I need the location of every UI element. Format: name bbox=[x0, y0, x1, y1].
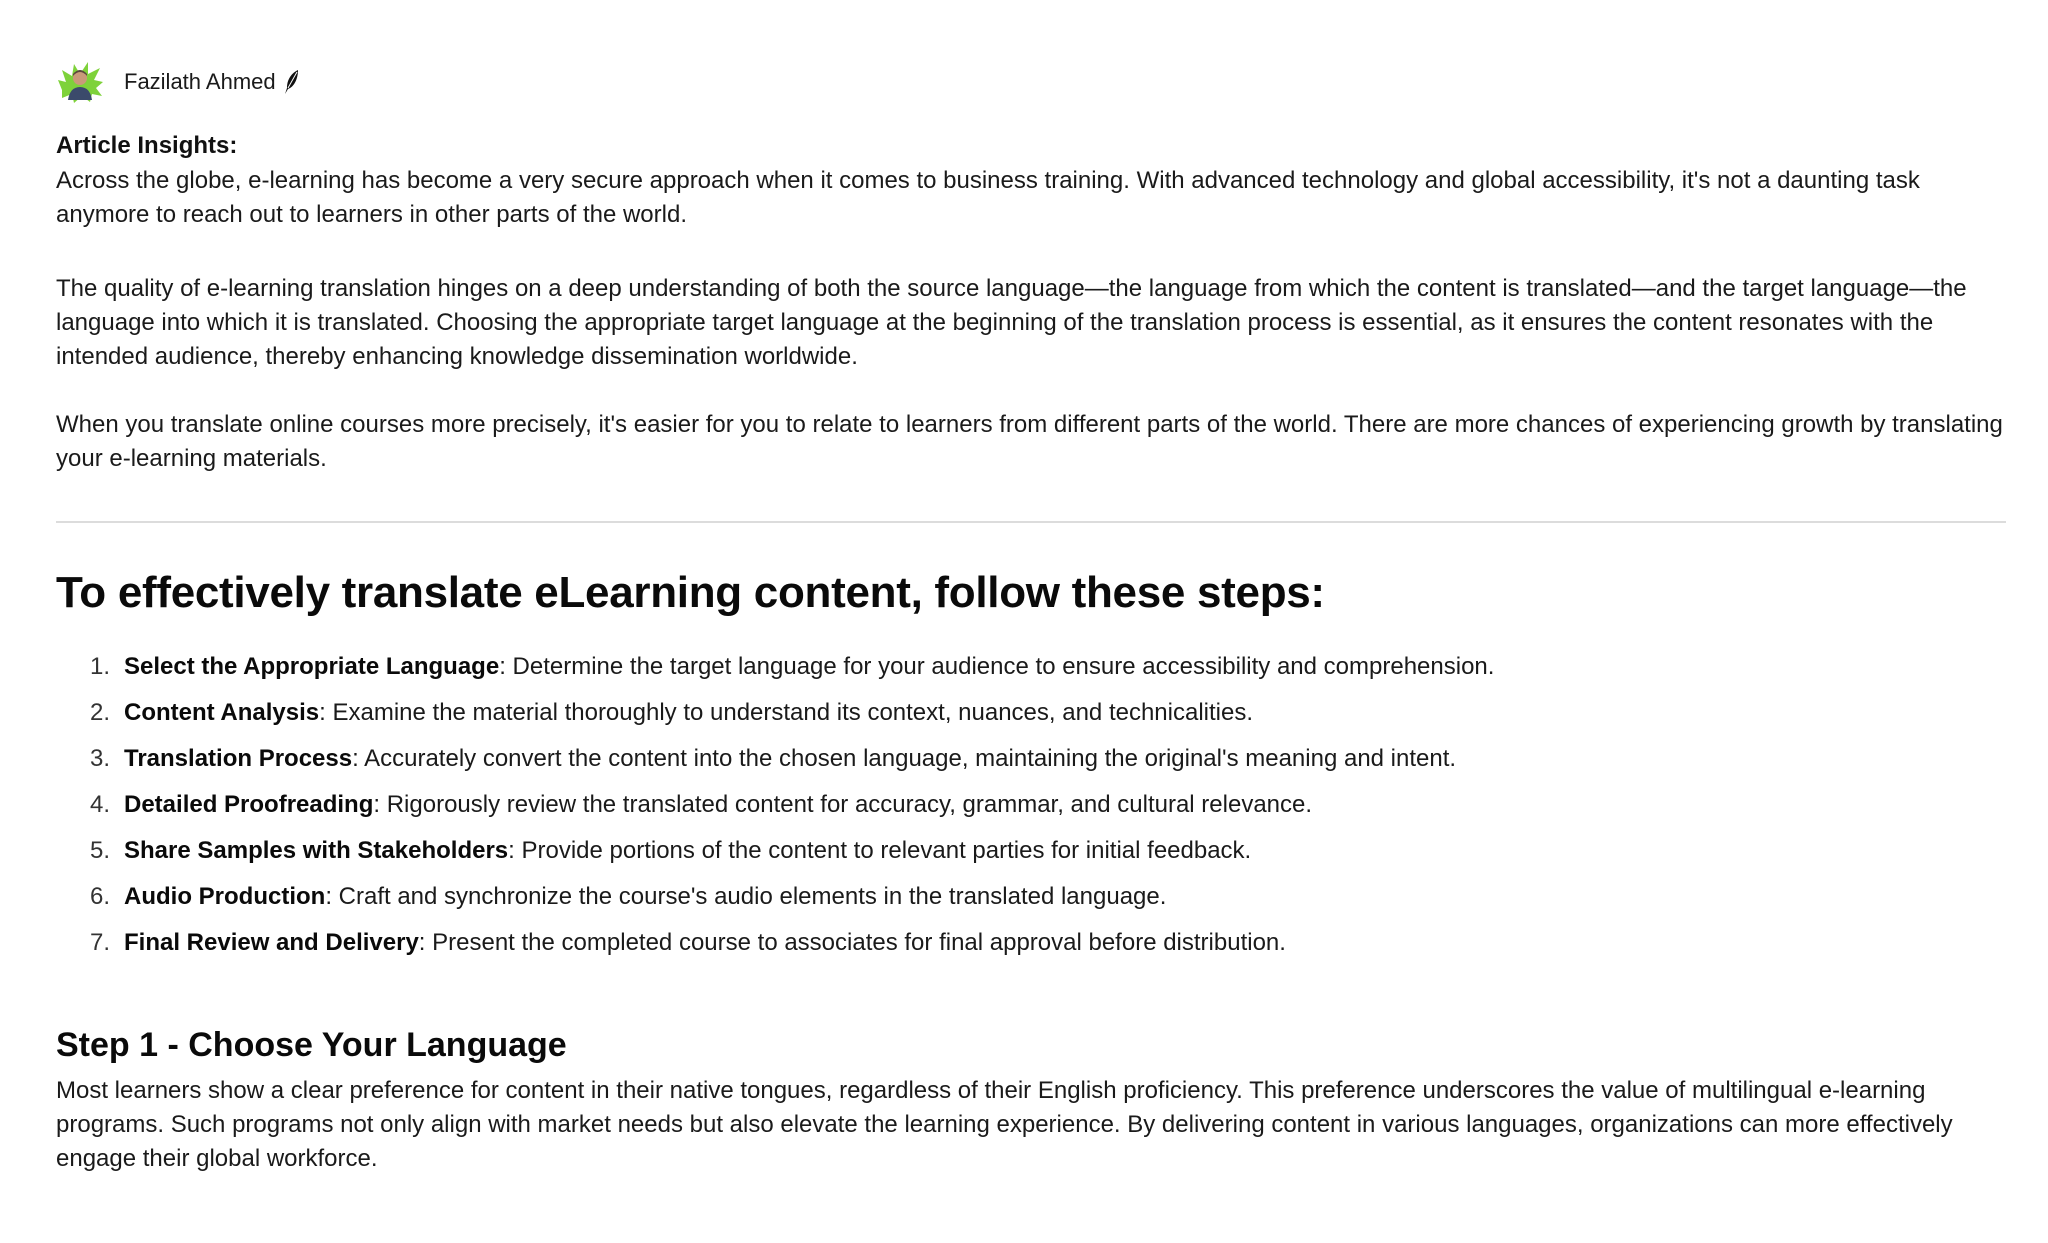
list-item bbox=[56, 834, 2006, 880]
insights-paragraph-2: The quality of e-learning translation hinges on a deep understanding of both the source language—the language from which the content is translated—and the target language—the language into which it is translated. Choosing the appropriate target language at the beginning of the translation process is essential, as it ensures the content resonates with the intended audience, thereby enhancing knowledge dissemination worldwide. bbox=[56, 275, 1967, 370]
step-number: 6. bbox=[90, 883, 111, 910]
list-item bbox=[56, 742, 2006, 788]
step-number: 3. bbox=[90, 745, 111, 772]
step-text: : Accurately convert the content into the chosen language, maintaining the original's meaning and intent. bbox=[352, 745, 1457, 772]
step-text: : Present the completed course to associates for final approval before distribution. bbox=[418, 929, 1286, 956]
step-text: : Craft and synchronize the course's audio elements in the translated language. bbox=[325, 883, 1167, 910]
step-term: Select the Appropriate Language bbox=[124, 653, 500, 680]
list-item bbox=[56, 650, 2006, 696]
list-item bbox=[56, 926, 2006, 972]
section-heading: Step 1 - Choose Your Language bbox=[56, 1026, 567, 1064]
step-term: Translation Process bbox=[124, 745, 353, 772]
list-item bbox=[56, 880, 2006, 926]
insights-label: Article Insights: bbox=[56, 132, 238, 159]
step-number: 7. bbox=[90, 929, 111, 956]
step-term: Detailed Proofreading bbox=[124, 791, 374, 818]
step-number: 2. bbox=[90, 699, 111, 726]
section-paragraph: Most learners show a clear preference for content in their native tongues, regardless of their English proficiency. This preference underscores the value of multilingual e-learning programs. Such programs not only align with market needs but also elevate the learning experience. By delivering content in various languages, organizations can more effectively engage their global workforce. bbox=[56, 1077, 1953, 1172]
step-text: : Provide portions of the content to relevant parties for initial feedback. bbox=[508, 837, 1252, 864]
section-divider bbox=[56, 521, 2006, 523]
avatar-photo-icon bbox=[56, 60, 104, 104]
list-item bbox=[56, 696, 2006, 742]
main-heading: To effectively translate eLearning content, follow these steps: bbox=[56, 568, 1325, 617]
step-term: Share Samples with Stakeholders bbox=[124, 837, 509, 864]
step-term: Content Analysis bbox=[124, 699, 320, 726]
list-item bbox=[56, 788, 2006, 834]
quill-icon bbox=[282, 69, 302, 95]
step-number: 5. bbox=[90, 837, 111, 864]
insights-paragraph-1: Across the globe, e-learning has become a very secure approach when it comes to business training. With advanced technology and global accessibility, it's not a daunting task anymore to reach out to learners in other parts of the world. bbox=[56, 167, 1920, 228]
step-text: : Examine the material thoroughly to understand its context, nuances, and technicalities. bbox=[319, 699, 1254, 726]
step-text: : Determine the target language for your audience to ensure accessibility and comprehension. bbox=[499, 653, 1495, 680]
author-byline[interactable] bbox=[56, 60, 302, 104]
step-text: : Rigorously review the translated content for accuracy, grammar, and cultural relevance. bbox=[373, 791, 1313, 818]
step-term: Audio Production bbox=[124, 883, 326, 910]
steps-list bbox=[56, 650, 2006, 972]
step-term: Final Review and Delivery bbox=[124, 929, 419, 956]
avatar[interactable] bbox=[56, 60, 104, 104]
step-number: 4. bbox=[90, 791, 111, 818]
insights-paragraph-3: When you translate online courses more precisely, it's easier for you to relate to learners from different parts of the world. There are more chances of experiencing growth by translating your e-learning materials. bbox=[56, 411, 2003, 472]
step-number: 1. bbox=[90, 653, 111, 680]
author-name[interactable]: Fazilath Ahmed bbox=[124, 69, 276, 94]
